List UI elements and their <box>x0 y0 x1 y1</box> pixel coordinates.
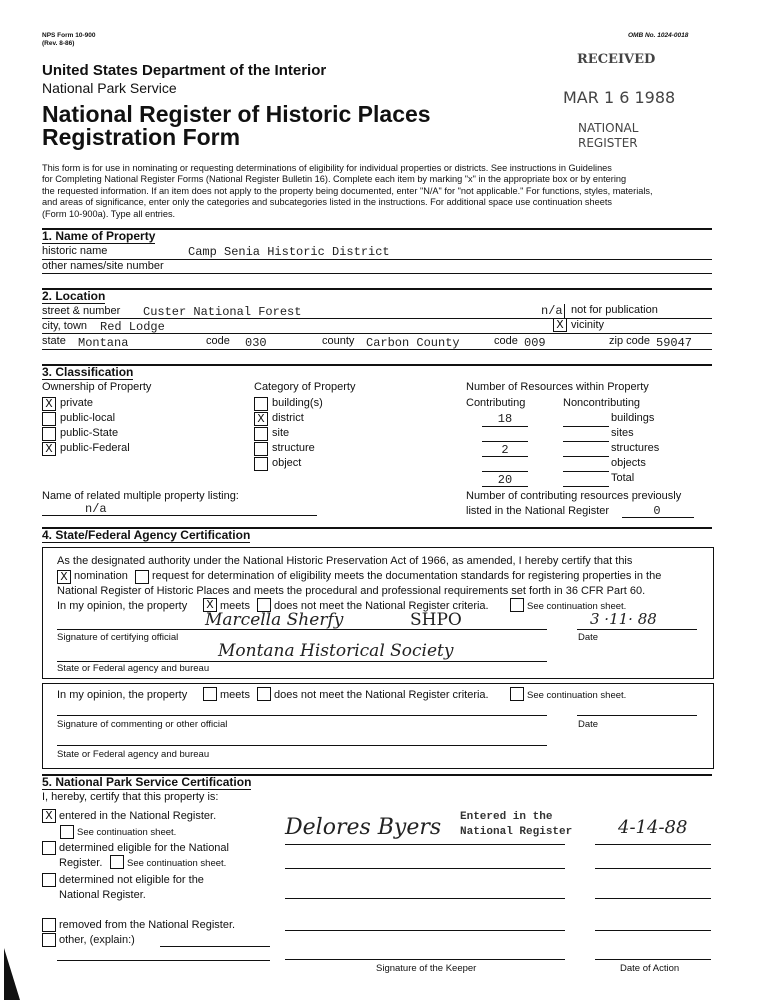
department-name: United States Department of the Interior <box>42 62 327 79</box>
certifying-agency[interactable]: Montana Historical Society <box>218 641 454 661</box>
state-value[interactable]: Montana <box>78 336 129 350</box>
removed-checkbox[interactable] <box>42 918 56 932</box>
eligible-continuation-label: See continuation sheet. <box>127 858 227 869</box>
ownership-public-local-label: public-local <box>60 412 116 424</box>
eligible-continuation-checkbox[interactable] <box>110 855 124 869</box>
certifying-agency-label: State or Federal agency and bureau <box>57 663 210 674</box>
previously-listed-label2: listed in the National Register <box>466 505 610 517</box>
other-checkbox[interactable] <box>42 933 56 947</box>
category-object-label: object <box>272 457 302 469</box>
ownership-private-label: private <box>60 397 94 409</box>
city-label: city, town <box>42 320 88 332</box>
zip-value[interactable]: 59047 <box>656 336 693 350</box>
multiple-property-value[interactable]: n/a <box>85 502 107 516</box>
certifying-date-label: Date <box>578 632 599 643</box>
category-site-checkbox[interactable] <box>254 427 268 441</box>
ownership-public-state-checkbox[interactable] <box>42 427 56 441</box>
scan-marker-icon <box>0 948 22 1000</box>
received-date: MAR 1 6 1988 <box>563 88 676 107</box>
section2-heading: 2. Location <box>42 289 106 303</box>
nomination-label: nomination <box>74 570 128 582</box>
noncontributing-label: Noncontributing <box>563 397 641 409</box>
not-eligible-label2: National Register. <box>59 889 146 901</box>
opinion2-prefix: In my opinion, the property <box>57 689 188 701</box>
buildings-label: buildings <box>611 412 655 424</box>
certification-line1: As the designated authority under the National Historic Preservation Act of 1966, as amended, I hereby certify that this <box>57 555 633 567</box>
other-names-label: other names/site number <box>42 260 164 272</box>
stamp-register: REGISTER <box>578 136 638 150</box>
buildings-contributing[interactable]: 18 <box>497 412 513 426</box>
intro-line: This form is for use in nominating or requesting determinations of eligibility for individual properties or districts. See instructions in Guidelines <box>42 163 612 173</box>
intro-text <box>42 163 653 220</box>
meets2-checkbox[interactable] <box>203 687 217 701</box>
ownership-public-state-label: public-State <box>60 427 119 439</box>
commenting-date-label: Date <box>578 719 599 730</box>
structures-contributing[interactable]: 2 <box>501 443 509 457</box>
keeper-date[interactable]: 4-14-88 <box>618 817 688 838</box>
ownership-heading: Ownership of Property <box>42 381 152 393</box>
category-district-label: district <box>272 412 304 424</box>
code-value[interactable]: 030 <box>245 336 267 350</box>
entered-label: entered in the National Register. <box>59 810 217 822</box>
entered-continuation-label: See continuation sheet. <box>77 827 177 838</box>
form-revision: (Rev. 8-86) <box>42 40 75 47</box>
multiple-property-label: Name of related multiple property listing: <box>42 490 239 502</box>
does-not-meet-label: does not meet the National Register criteria. <box>274 600 489 612</box>
county-code-value[interactable]: 009 <box>524 336 546 350</box>
category-building-checkbox[interactable] <box>254 397 268 411</box>
structures-label: structures <box>611 442 660 454</box>
total-contributing[interactable]: 20 <box>497 473 513 487</box>
historic-name-value[interactable]: Camp Senia Historic District <box>188 245 390 259</box>
nomination-checkbox[interactable]: X <box>57 570 71 584</box>
section4-heading: 4. State/Federal Agency Certification <box>42 528 251 542</box>
meets-checkbox[interactable]: X <box>203 598 217 612</box>
not-eligible-label1: determined not eligible for the <box>59 874 204 886</box>
street-value[interactable]: Custer National Forest <box>143 305 302 319</box>
street-label: street & number <box>42 305 121 317</box>
form-title-line1: National Register of Historic Places <box>42 101 431 127</box>
omb-number: OMB No. 1024-0018 <box>628 32 689 39</box>
form-number: NPS Form 10-900 <box>42 32 96 39</box>
keeper-signature[interactable]: Delores Byers <box>285 815 442 840</box>
county-code-label: code <box>494 335 518 347</box>
category-building-label: building(s) <box>272 397 323 409</box>
not-eligible-checkbox[interactable] <box>42 873 56 887</box>
not-for-publication-mark[interactable]: n/a <box>541 304 563 318</box>
continuation-checkbox[interactable] <box>510 598 524 612</box>
intro-line: (Form 10-900a). Type all entries. <box>42 208 176 219</box>
entered-checkbox[interactable]: X <box>42 809 56 823</box>
keeper-stamp-line1: Entered in the <box>460 811 553 823</box>
section5-heading: 5. National Park Service Certification <box>42 775 252 789</box>
ownership-public-federal-checkbox[interactable]: X <box>42 442 56 456</box>
objects-label: objects <box>611 457 646 469</box>
intro-line: and areas of significance, enter only the categories and subcategories listed in the instructions. For additional space use continuation sheets <box>42 197 612 208</box>
continuation-label: See continuation sheet. <box>527 601 627 612</box>
sites-label: sites <box>611 427 634 439</box>
entered-continuation-checkbox[interactable] <box>60 825 74 839</box>
category-structure-label: structure <box>272 442 315 454</box>
eligible-label1: determined eligible for the National <box>59 842 229 854</box>
intro-line: the requested information. If an item does not apply to the property being documented, enter "N/A" for "not applicable." For functions, styles, materials, <box>42 185 653 196</box>
total-label: Total <box>611 472 635 484</box>
keeper-signature-label: Signature of the Keeper <box>376 963 477 974</box>
received-stamp: RECEIVED <box>577 52 656 67</box>
meets-label: meets <box>220 600 250 612</box>
continuation2-label: See continuation sheet. <box>527 690 627 701</box>
zip-label: zip code <box>609 335 650 347</box>
certifying-signature-label: Signature of certifying official <box>57 632 179 643</box>
category-district-checkbox[interactable]: X <box>254 412 268 426</box>
not-for-publication-label: not for publication <box>571 304 658 316</box>
other-label: other, (explain:) <box>59 934 135 946</box>
category-site-label: site <box>272 427 290 439</box>
eligible-checkbox[interactable] <box>42 841 56 855</box>
keeper-stamp-line2: National Register <box>460 826 573 838</box>
date-of-action-label: Date of Action <box>620 963 680 974</box>
ownership-public-local-checkbox[interactable] <box>42 412 56 426</box>
certification-line3: National Register of Historic Places and meets the procedural and professional requirements set forth in 36 CFR Part 60. <box>57 585 646 597</box>
service-name: National Park Service <box>42 80 177 96</box>
code-label: code <box>206 335 230 347</box>
city-value[interactable]: Red Lodge <box>100 320 165 334</box>
stamp-national: NATIONAL <box>578 121 639 135</box>
state-label: state <box>42 335 66 347</box>
category-object-checkbox[interactable] <box>254 457 268 471</box>
previously-listed-value[interactable]: 0 <box>653 504 661 518</box>
does-not-meet2-checkbox[interactable] <box>257 687 271 701</box>
vicinity-checkbox[interactable]: X <box>553 318 567 332</box>
keeper-certify-intro: I, hereby, certify that this property is: <box>42 791 219 803</box>
section3-heading: 3. Classification <box>42 365 134 379</box>
category-heading: Category of Property <box>254 381 356 393</box>
historic-name-label: historic name <box>42 245 108 257</box>
certification-line2: request for determination of eligibility meets the documentation standards for registering properties in the <box>152 570 662 582</box>
county-label: county <box>322 335 355 347</box>
eligible-label2: Register. <box>59 857 103 869</box>
previously-listed-label1: Number of contributing resources previously <box>466 490 682 502</box>
certifying-title[interactable]: SHPO <box>410 610 462 630</box>
vicinity-label: vicinity <box>571 319 605 331</box>
commenting-agency-label: State or Federal agency and bureau <box>57 749 210 760</box>
request-checkbox[interactable] <box>135 570 149 584</box>
certifying-signature[interactable]: Marcella Sherfy <box>205 610 344 630</box>
contributing-label: Contributing <box>466 397 526 409</box>
form-title-line2: Registration Form <box>42 124 241 150</box>
county-value[interactable]: Carbon County <box>366 336 460 350</box>
meets2-label: meets <box>220 689 250 701</box>
continuation2-checkbox[interactable] <box>510 687 524 701</box>
category-structure-checkbox[interactable] <box>254 442 268 456</box>
resources-heading: Number of Resources within Property <box>466 381 649 393</box>
commenting-signature-label: Signature of commenting or other official <box>57 719 228 730</box>
ownership-public-federal-label: public-Federal <box>60 442 130 454</box>
removed-label: removed from the National Register. <box>59 919 236 931</box>
does-not-meet2-label: does not meet the National Register criteria. <box>274 689 489 701</box>
intro-line: for Completing National Register Forms (National Register Bulletin 16). Complete each item by marking "x" in the appropriate box or by entering <box>42 174 627 185</box>
certifying-date[interactable]: 3 ·11· 88 <box>590 610 657 628</box>
section1-heading: 1. Name of Property <box>42 229 156 243</box>
ownership-private-checkbox[interactable]: X <box>42 397 56 411</box>
opinion-prefix: In my opinion, the property <box>57 600 188 612</box>
